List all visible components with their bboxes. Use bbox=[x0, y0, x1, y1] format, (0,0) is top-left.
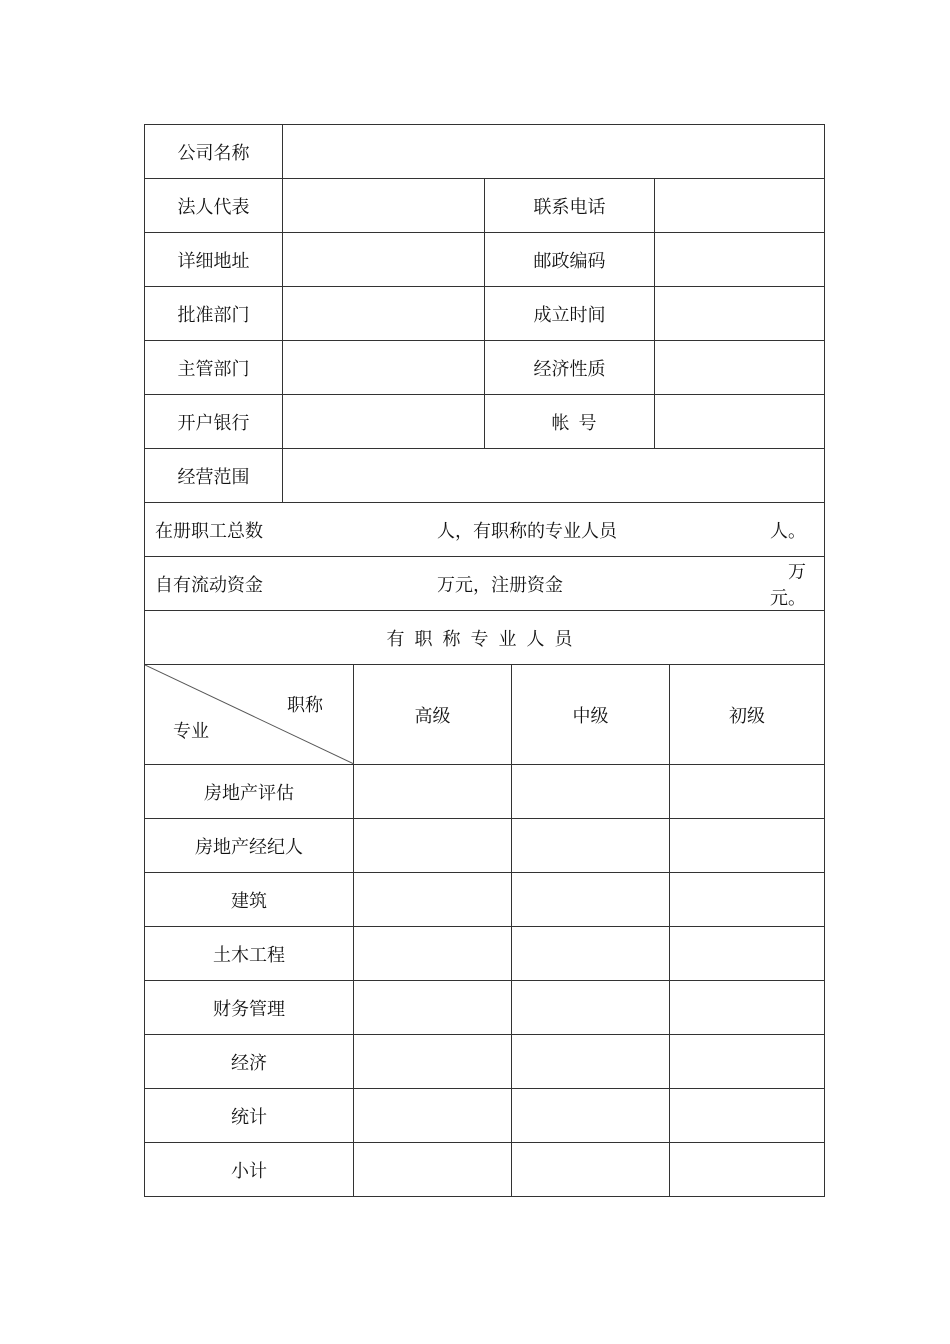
grid-cell[interactable] bbox=[354, 1035, 512, 1089]
grid-cell[interactable] bbox=[354, 765, 512, 819]
table-row bbox=[145, 873, 825, 927]
fund-row bbox=[145, 557, 825, 611]
approval-dept-field[interactable] bbox=[283, 287, 485, 341]
company-registration-form bbox=[144, 124, 824, 1197]
account-label-a: 帐 bbox=[551, 412, 570, 434]
corner-title-label: 职称 bbox=[287, 695, 323, 716]
postcode-label: 邮政编码 bbox=[485, 233, 655, 287]
bank-field[interactable] bbox=[283, 395, 485, 449]
grid-cell[interactable] bbox=[512, 873, 670, 927]
account-label bbox=[485, 395, 655, 449]
table-row bbox=[145, 1089, 825, 1143]
grid-cell[interactable] bbox=[670, 819, 825, 873]
table-row bbox=[145, 927, 825, 981]
grid-cell[interactable] bbox=[354, 873, 512, 927]
grid-cell[interactable] bbox=[512, 1035, 670, 1089]
grid-header-row bbox=[145, 665, 825, 765]
grid-cell[interactable] bbox=[670, 1035, 825, 1089]
grid-cell[interactable] bbox=[354, 1143, 512, 1197]
subtotal-label: 小计 bbox=[145, 1143, 354, 1197]
grid-cell[interactable] bbox=[354, 819, 512, 873]
capital-unit-label: 万元。 bbox=[770, 561, 807, 609]
company-name-row bbox=[145, 125, 825, 179]
specialty-label: 土木工程 bbox=[145, 927, 354, 981]
address-label: 详细地址 bbox=[145, 233, 283, 287]
supervisor-dept-field[interactable] bbox=[283, 341, 485, 395]
company-info-table bbox=[144, 124, 825, 665]
bank-label: 开户银行 bbox=[145, 395, 283, 449]
business-scope-field[interactable] bbox=[283, 449, 825, 503]
specialty-label: 经济 bbox=[145, 1035, 354, 1089]
column-header: 高级 bbox=[354, 665, 512, 765]
account-label-b: 号 bbox=[578, 412, 597, 434]
grid-cell[interactable] bbox=[512, 981, 670, 1035]
supervisor-dept-label: 主管部门 bbox=[145, 341, 283, 395]
grid-cell[interactable] bbox=[670, 1089, 825, 1143]
business-scope-row bbox=[145, 449, 825, 503]
founded-date-field[interactable] bbox=[655, 287, 825, 341]
professional-staff-table bbox=[144, 664, 825, 1197]
section-title: 有职称专业人员 bbox=[145, 611, 825, 665]
table-row bbox=[145, 819, 825, 873]
corner-specialty-label: 专业 bbox=[173, 721, 209, 742]
postcode-field[interactable] bbox=[655, 233, 825, 287]
form-row bbox=[145, 395, 825, 449]
specialty-label: 房地产经纪人 bbox=[145, 819, 354, 873]
staff-row bbox=[145, 503, 825, 557]
form-row bbox=[145, 287, 825, 341]
grid-cell[interactable] bbox=[670, 927, 825, 981]
grid-cell[interactable] bbox=[670, 981, 825, 1035]
grid-cell[interactable] bbox=[512, 1143, 670, 1197]
address-field[interactable] bbox=[283, 233, 485, 287]
phone-field[interactable] bbox=[655, 179, 825, 233]
grid-cell[interactable] bbox=[512, 819, 670, 873]
company-name-label: 公司名称 bbox=[145, 125, 283, 179]
working-capital-label: 自有流动资金 bbox=[155, 574, 263, 596]
legal-rep-field[interactable] bbox=[283, 179, 485, 233]
form-row bbox=[145, 341, 825, 395]
registered-capital-label: 万元，注册资金 bbox=[437, 574, 563, 596]
grid-cell[interactable] bbox=[512, 765, 670, 819]
grid-cell[interactable] bbox=[354, 981, 512, 1035]
company-name-field[interactable] bbox=[283, 125, 825, 179]
grid-cell[interactable] bbox=[670, 765, 825, 819]
table-row bbox=[145, 765, 825, 819]
grid-cell[interactable] bbox=[354, 927, 512, 981]
column-header: 初级 bbox=[670, 665, 825, 765]
specialty-label: 建筑 bbox=[145, 873, 354, 927]
founded-date-label: 成立时间 bbox=[485, 287, 655, 341]
table-row bbox=[145, 1143, 825, 1197]
approval-dept-label: 批准部门 bbox=[145, 287, 283, 341]
business-scope-label: 经营范围 bbox=[145, 449, 283, 503]
section-title-row bbox=[145, 611, 825, 665]
staff-total-label: 在册职工总数 bbox=[155, 520, 263, 542]
form-row bbox=[145, 233, 825, 287]
grid-cell[interactable] bbox=[354, 1089, 512, 1143]
diagonal-header-cell bbox=[145, 665, 354, 765]
economic-nature-label: 经济性质 bbox=[485, 341, 655, 395]
economic-nature-field[interactable] bbox=[655, 341, 825, 395]
grid-cell[interactable] bbox=[670, 1143, 825, 1197]
form-row bbox=[145, 179, 825, 233]
specialty-label: 财务管理 bbox=[145, 981, 354, 1035]
grid-cell[interactable] bbox=[670, 873, 825, 927]
phone-label: 联系电话 bbox=[485, 179, 655, 233]
legal-rep-label: 法人代表 bbox=[145, 179, 283, 233]
specialty-label: 统计 bbox=[145, 1089, 354, 1143]
table-row bbox=[145, 1035, 825, 1089]
grid-cell[interactable] bbox=[512, 1089, 670, 1143]
staff-professional-label: 人，有职称的专业人员 bbox=[437, 520, 617, 542]
column-header: 中级 bbox=[512, 665, 670, 765]
specialty-label: 房地产评估 bbox=[145, 765, 354, 819]
account-field[interactable] bbox=[655, 395, 825, 449]
staff-unit-label: 人。 bbox=[770, 520, 807, 542]
table-row bbox=[145, 981, 825, 1035]
grid-cell[interactable] bbox=[512, 927, 670, 981]
